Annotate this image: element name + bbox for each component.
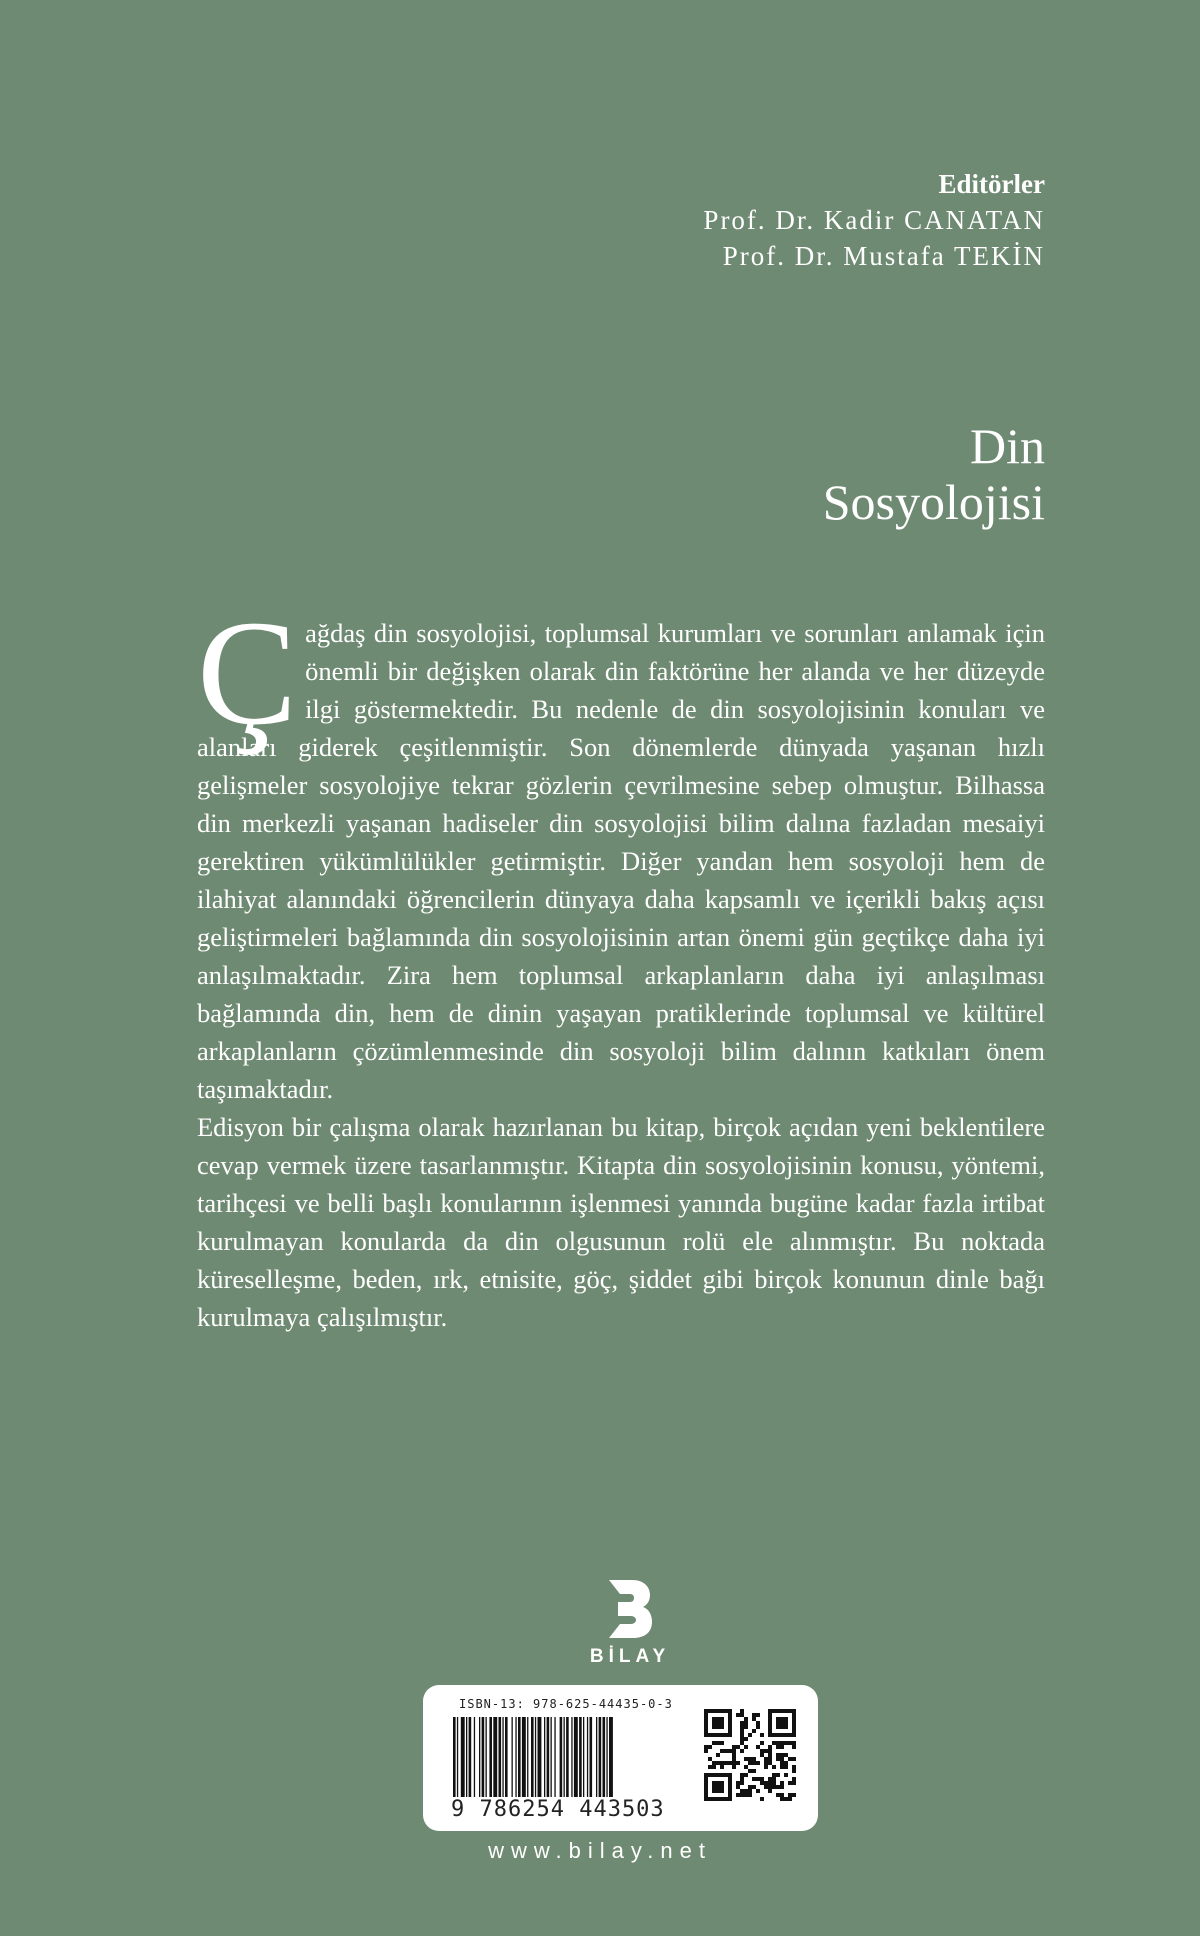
qr-module	[756, 1745, 760, 1749]
qr-module	[772, 1741, 776, 1745]
qr-module	[780, 1745, 784, 1749]
barcode-bar	[599, 1717, 602, 1797]
qr-module	[776, 1785, 780, 1789]
barcode-bar	[538, 1717, 542, 1797]
book-title-line-1: Din	[970, 418, 1045, 474]
isbn-label: ISBN-13: 978-625-44435-0-3	[459, 1697, 673, 1711]
qr-module	[716, 1761, 720, 1765]
qr-module	[716, 1741, 720, 1745]
qr-module	[752, 1777, 756, 1781]
qr-module	[776, 1741, 780, 1745]
publisher-website: www.bilay.net	[488, 1838, 712, 1863]
barcode-bar	[564, 1717, 565, 1797]
barcode-bar	[499, 1717, 502, 1797]
qr-module	[756, 1725, 760, 1729]
qr-module	[708, 1765, 712, 1769]
bilay-b-logo-icon	[606, 1578, 654, 1640]
qr-module	[760, 1777, 764, 1781]
qr-module	[792, 1781, 796, 1785]
qr-module	[752, 1713, 756, 1717]
qr-module	[784, 1797, 788, 1801]
barcode-bar	[571, 1717, 572, 1797]
editors-heading: Editörler	[938, 169, 1045, 199]
barcode-bar	[579, 1717, 582, 1797]
barcode-bar	[583, 1717, 584, 1797]
qr-module	[768, 1785, 772, 1789]
qr-module	[768, 1753, 772, 1757]
qr-module	[744, 1757, 748, 1761]
qr-module	[748, 1789, 752, 1793]
qr-module	[756, 1713, 760, 1717]
qr-module	[776, 1745, 780, 1749]
book-title-line-2: Sosyolojisi	[822, 474, 1045, 530]
qr-module	[744, 1745, 748, 1749]
qr-module	[736, 1793, 740, 1797]
qr-module	[748, 1733, 752, 1737]
qr-module	[792, 1741, 796, 1745]
qr-module	[784, 1753, 788, 1757]
blurb-paragraph-1-text: ağdaş din sosyolojisi, toplumsal kurumları ve sorunları anlamak için önemli bir değişken olarak din faktörüne her alanda ve her düzeyde ilgi göstermektedir. Bu nedenle de din sosyolojisinin konuları ve alanları giderek çeşitlenmiştir. Son dönemlerde dünyada yaşanan hızlı gelişmeler sosyolojiye tekrar gözlerin çevrilmesine sebep olmuştur. Bilhassa din merkezli yaşanan hadiseler din sosyolojisi bilim dalına fazladan mesaiyi gerektiren yükümlülükler getirmiştir. Diğer yandan hem sosyoloji hem de ilahiyat alanındaki öğrencilerin dünyaya daha kapsamlı ve içerikli bakış açısı geliştirmeleri bağlamında din sosyolojisinin artan önemi gün geçtikçe daha iyi anlaşılmaktadır. Zira hem toplumsal arkaplanların daha iyi anlaşılması bağlamında din, hem de dinin yaşayan pratiklerinde toplumsal ve kültürel arkaplanların çözümlenmesinde din sosyoloji bilim dalının katkıları önem taşımaktadır.	[197, 618, 1045, 1104]
qr-module	[760, 1749, 764, 1753]
qr-module	[728, 1749, 732, 1753]
qr-module	[756, 1789, 760, 1793]
blurb-paragraph-2: Edisyon bir çalışma olarak hazırlanan bu kitap, birçok açıdan yeni beklentilere cevap vermek üzere tasarlanmıştır. Kitapta din sosyolojisinin konusu, yöntemi, tarihçesi ve belli başlı konularının işlenmesi yanında bugüne kadar fazla irtibat kurulmayan konularda da din olgusunun rolü ele alınmıştır. Bu noktada küreselleşme, beden, ırk, etnisite, göç, şiddet gibi birçok konunun dinle bağı kurulmaya çalışılmıştır.	[197, 1112, 1045, 1332]
barcode-bar	[587, 1717, 588, 1797]
barcode-bar	[522, 1717, 526, 1797]
qr-module	[768, 1761, 772, 1765]
barcode-bar	[457, 1717, 458, 1797]
qr-module	[764, 1761, 768, 1765]
qr-module	[744, 1725, 748, 1729]
qr-module	[792, 1757, 796, 1761]
qr-module	[752, 1761, 756, 1765]
qr-module	[792, 1777, 796, 1781]
qr-module	[764, 1757, 768, 1761]
qr-module	[748, 1769, 752, 1773]
barcode-bar	[505, 1717, 508, 1797]
barcode-bar	[535, 1717, 536, 1797]
qr-module	[736, 1781, 740, 1785]
qr-module	[780, 1741, 784, 1745]
qr-code-icon	[704, 1709, 796, 1801]
qr-module	[724, 1749, 728, 1753]
barcode-bar	[609, 1717, 613, 1797]
qr-module	[780, 1785, 784, 1789]
qr-module	[756, 1721, 760, 1725]
qr-module	[744, 1773, 748, 1777]
qr-module	[780, 1753, 784, 1757]
qr-module	[776, 1793, 780, 1797]
qr-module	[732, 1757, 736, 1761]
qr-module	[752, 1717, 756, 1721]
qr-module	[792, 1769, 796, 1773]
qr-module	[772, 1785, 776, 1789]
qr-module	[740, 1733, 744, 1737]
qr-module	[772, 1777, 776, 1781]
qr-module	[740, 1713, 744, 1717]
barcode-bar	[502, 1717, 503, 1797]
qr-module	[736, 1713, 740, 1717]
qr-module	[760, 1797, 764, 1801]
qr-module	[788, 1757, 792, 1761]
qr-module	[776, 1717, 788, 1729]
qr-module	[712, 1765, 716, 1769]
qr-module	[736, 1745, 740, 1749]
qr-module	[708, 1745, 712, 1749]
qr-module	[732, 1749, 736, 1753]
barcode-bar	[474, 1717, 475, 1797]
qr-module	[728, 1761, 732, 1765]
qr-module	[748, 1793, 752, 1797]
qr-module	[788, 1781, 792, 1785]
qr-module	[768, 1789, 772, 1793]
qr-module	[712, 1761, 716, 1765]
barcode-bar	[489, 1717, 492, 1797]
qr-module	[764, 1765, 768, 1769]
qr-module	[780, 1797, 784, 1801]
barcode-bar	[486, 1717, 487, 1797]
drop-cap: Ç	[197, 590, 298, 756]
qr-module	[740, 1709, 744, 1713]
qr-module	[740, 1781, 744, 1785]
editor-name: Prof. Dr. Mustafa TEKİN	[722, 241, 1045, 271]
qr-module	[768, 1757, 772, 1761]
barcode-bar	[469, 1717, 472, 1797]
qr-module	[732, 1745, 736, 1749]
qr-module	[732, 1753, 736, 1757]
barcode-bar	[453, 1717, 456, 1797]
qr-module	[752, 1785, 756, 1789]
qr-module	[748, 1757, 752, 1761]
barcode-bar	[544, 1717, 545, 1797]
qr-module	[780, 1781, 784, 1785]
qr-module	[764, 1781, 768, 1785]
qr-module	[752, 1769, 756, 1773]
editor-name: Prof. Dr. Kadir CANATAN	[703, 205, 1045, 235]
qr-module	[744, 1789, 748, 1793]
qr-module	[788, 1797, 792, 1801]
qr-module	[740, 1749, 744, 1753]
qr-module	[784, 1761, 788, 1765]
barcode-bar	[482, 1717, 485, 1797]
qr-module	[720, 1765, 724, 1769]
publisher-logo	[585, 1578, 675, 1668]
qr-module	[744, 1765, 748, 1769]
barcode-number: 9 786254 443503	[451, 1797, 665, 1822]
barcode-bar	[603, 1717, 606, 1797]
qr-module	[768, 1781, 772, 1785]
qr-module	[720, 1741, 724, 1745]
qr-module	[712, 1781, 724, 1793]
barcode-bar	[461, 1717, 465, 1797]
qr-module	[776, 1773, 780, 1777]
qr-module	[712, 1741, 716, 1745]
qr-module	[740, 1721, 744, 1725]
qr-module	[784, 1773, 788, 1777]
barcode-bar	[574, 1717, 578, 1797]
qr-module	[740, 1789, 744, 1793]
qr-module	[764, 1749, 768, 1753]
barcode-bar	[531, 1717, 534, 1797]
qr-module	[704, 1745, 708, 1749]
qr-module	[776, 1757, 780, 1761]
barcode-bar	[493, 1717, 497, 1797]
qr-module	[772, 1765, 776, 1769]
qr-module	[744, 1721, 748, 1725]
qr-module	[780, 1761, 784, 1765]
qr-module	[752, 1729, 756, 1733]
qr-module	[732, 1761, 736, 1765]
qr-module	[780, 1757, 784, 1761]
barcode-bar	[515, 1717, 516, 1797]
editors-block	[703, 166, 1045, 274]
qr-module	[732, 1765, 736, 1769]
qr-module	[724, 1761, 728, 1765]
qr-module	[772, 1781, 776, 1785]
qr-module	[716, 1753, 720, 1757]
qr-module	[740, 1773, 744, 1777]
qr-module	[760, 1753, 764, 1757]
qr-module	[768, 1777, 772, 1781]
blurb-paragraph-1	[197, 590, 1045, 1108]
qr-module	[792, 1765, 796, 1769]
qr-module	[764, 1785, 768, 1789]
qr-module	[736, 1785, 740, 1789]
qr-module	[784, 1765, 788, 1769]
barcode-bars	[453, 1717, 685, 1797]
barcode-bar	[466, 1717, 467, 1797]
qr-module	[768, 1745, 772, 1749]
barcode-bar	[512, 1717, 513, 1797]
barcode-bar	[596, 1717, 597, 1797]
qr-module	[760, 1741, 764, 1745]
qr-module	[756, 1777, 760, 1781]
barcode-bar	[566, 1717, 569, 1797]
barcode-panel	[423, 1685, 818, 1831]
qr-module	[756, 1761, 760, 1765]
barcode-bar	[547, 1717, 550, 1797]
barcode-bar	[606, 1717, 607, 1797]
qr-module	[748, 1761, 752, 1765]
qr-module	[792, 1793, 796, 1797]
barcode-bar	[590, 1717, 593, 1797]
qr-module	[740, 1729, 744, 1733]
qr-module	[784, 1741, 788, 1745]
qr-module	[780, 1765, 784, 1769]
qr-module	[712, 1717, 724, 1729]
barcode-bar	[551, 1717, 552, 1797]
barcode-bar	[518, 1717, 521, 1797]
qr-module	[744, 1793, 748, 1797]
qr-module	[792, 1745, 796, 1749]
qr-module	[788, 1741, 792, 1745]
qr-module	[768, 1749, 772, 1753]
qr-module	[740, 1725, 744, 1729]
qr-module	[720, 1761, 724, 1765]
barcode-bar	[560, 1717, 563, 1797]
qr-module	[788, 1793, 792, 1797]
barcode-bar	[527, 1717, 528, 1797]
qr-module	[720, 1749, 724, 1753]
qr-module	[772, 1773, 776, 1777]
qr-module	[776, 1753, 780, 1757]
publisher-name: BİLAY	[589, 1646, 671, 1667]
qr-module	[740, 1741, 744, 1745]
blurb	[197, 590, 1045, 1336]
qr-module	[736, 1761, 740, 1765]
qr-module	[752, 1757, 756, 1761]
barcode-bar	[554, 1717, 555, 1797]
qr-module	[708, 1757, 712, 1761]
qr-module	[744, 1717, 748, 1721]
qr-module	[740, 1793, 744, 1797]
qr-module	[704, 1749, 708, 1753]
qr-module	[740, 1737, 744, 1741]
qr-module	[748, 1785, 752, 1789]
qr-module	[760, 1781, 764, 1785]
qr-module	[744, 1737, 748, 1741]
qr-module	[760, 1733, 764, 1737]
qr-module	[740, 1777, 744, 1781]
book-title	[823, 418, 1045, 530]
barcode-bar	[479, 1717, 480, 1797]
qr-module	[780, 1793, 784, 1797]
